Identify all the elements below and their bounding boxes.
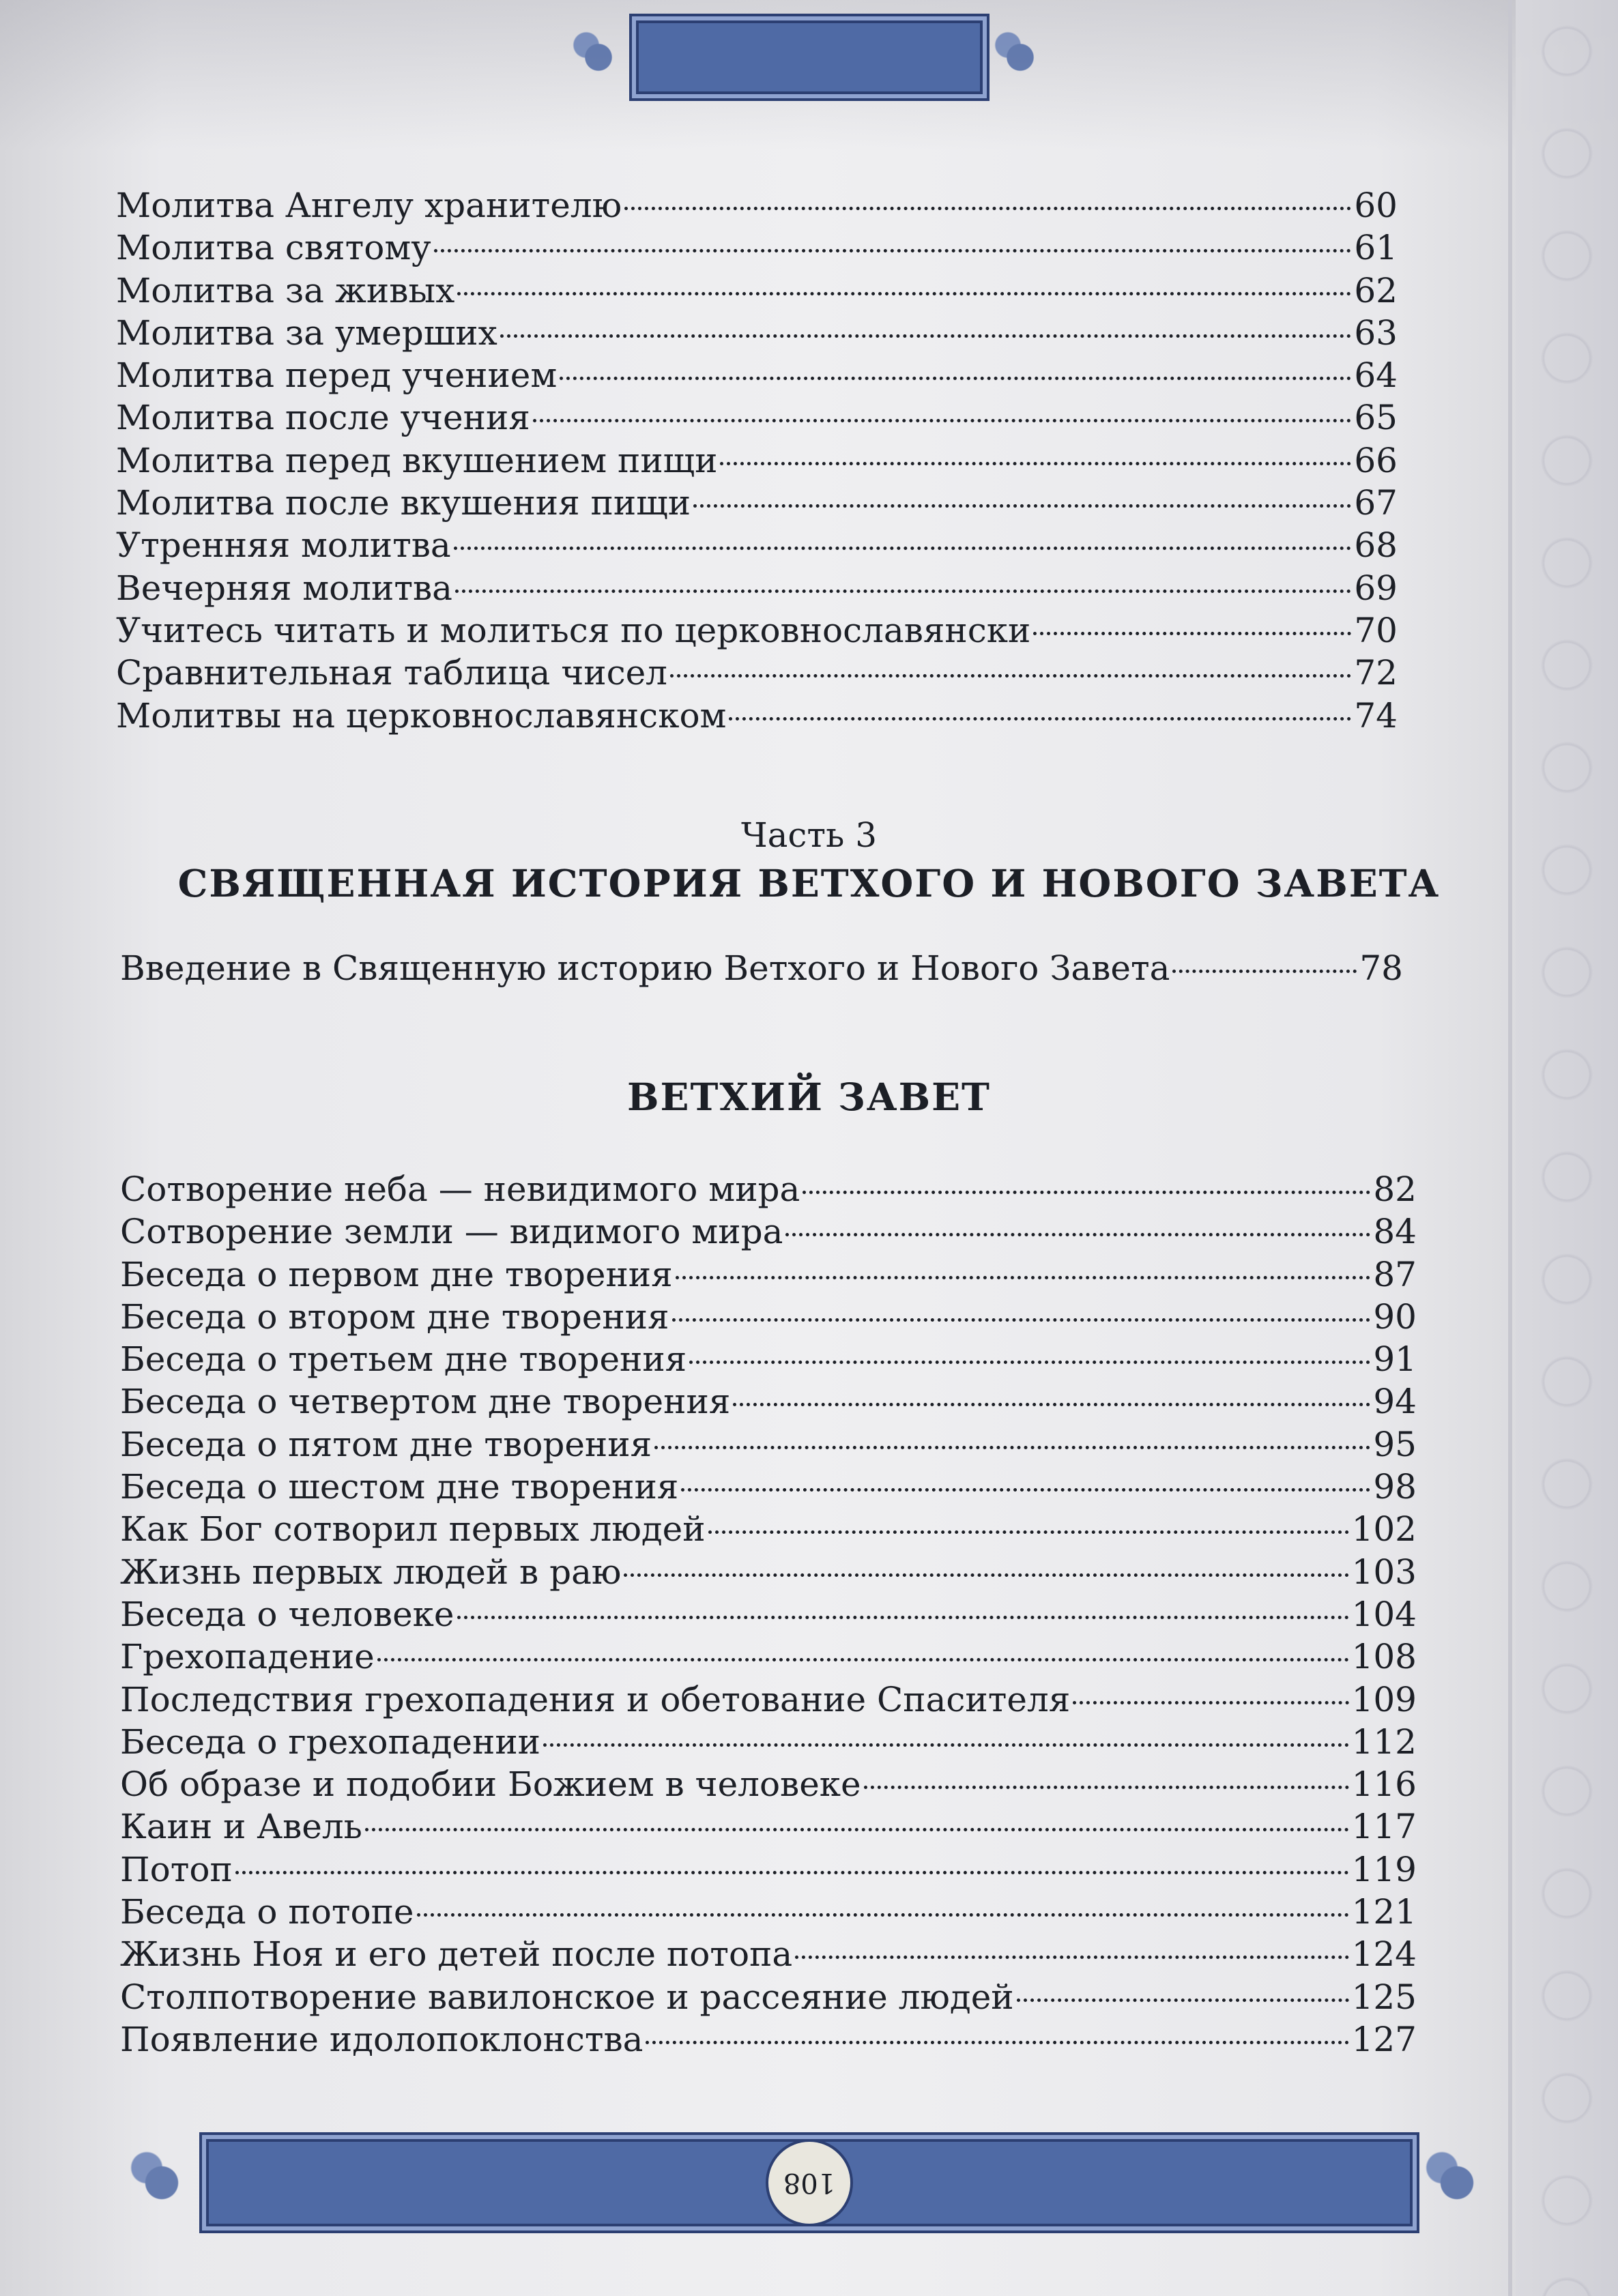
- entry-title: Сравнительная таблица чисел: [116, 653, 667, 693]
- bottom-ornament: [124, 2132, 1494, 2233]
- dot-leader: [500, 334, 1352, 338]
- ornament-plate: [629, 14, 989, 101]
- entry-title: Беседа о третьем дне творения: [120, 1339, 687, 1380]
- entry-page: 82: [1373, 1169, 1417, 1209]
- toc-entry: [120, 1721, 1417, 1763]
- toc-entry: [120, 1168, 1417, 1210]
- dot-leader: [720, 462, 1351, 465]
- entry-page: 119: [1351, 1849, 1417, 1889]
- dot-leader: [365, 1828, 1349, 1831]
- entry-page: 61: [1354, 228, 1398, 268]
- entry-title: Утренняя молитва: [116, 525, 451, 566]
- entry-title: Появление идолопоклонства: [120, 2019, 644, 2059]
- toc-entry: [116, 652, 1398, 694]
- ornament-flourish-left: [124, 2145, 199, 2220]
- toc-old-testament-list: [120, 1168, 1417, 2061]
- dot-leader: [533, 419, 1352, 422]
- entry-page: 67: [1354, 483, 1398, 523]
- toc-entry: [120, 1933, 1417, 1975]
- entry-title: Вечерняя молитва: [116, 568, 452, 608]
- dot-leader: [235, 1871, 1349, 1874]
- entry-title: Беседа о человеке: [120, 1594, 454, 1634]
- toc-entry: [120, 1551, 1417, 1593]
- entry-page: 74: [1354, 695, 1398, 736]
- dot-leader: [693, 504, 1351, 508]
- entry-title: Сотворение земли — видимого мира: [120, 1212, 783, 1252]
- dot-leader: [646, 2041, 1348, 2044]
- dot-leader: [681, 1488, 1370, 1492]
- part-title: СВЯЩЕННАЯ ИСТОРИЯ ВЕТХОГО И НОВОГО ЗАВЕТА: [177, 861, 1441, 905]
- entry-title: Столпотворение вавилонское и рассеяние людей: [120, 1977, 1014, 2017]
- entry-page: 90: [1373, 1296, 1417, 1337]
- dot-leader: [729, 717, 1351, 721]
- entry-title: Беседа о пятом дне творения: [120, 1424, 652, 1464]
- toc-entry: [116, 567, 1398, 609]
- entry-page: 62: [1354, 270, 1398, 310]
- page-number: 108: [766, 2139, 853, 2226]
- toc-entry: [116, 184, 1398, 227]
- toc-entry: [120, 1593, 1417, 1636]
- dot-leader: [654, 1446, 1370, 1449]
- dot-leader: [624, 207, 1351, 210]
- entry-page: 72: [1354, 653, 1398, 693]
- ornament-flourish-right: [1419, 2145, 1494, 2220]
- toc-entry: [120, 1423, 1417, 1466]
- dot-leader: [795, 1956, 1348, 1959]
- entry-title: Молитвы на церковнославянском: [116, 695, 727, 736]
- toc-entry: [120, 1679, 1417, 1721]
- toc-prayers-list: [116, 184, 1398, 737]
- entry-title: Учитесь читать и молиться по церковнославянски: [116, 610, 1031, 650]
- dot-leader: [434, 249, 1352, 252]
- dot-leader: [543, 1743, 1349, 1747]
- entry-title: Грехопадение: [120, 1637, 375, 1677]
- entry-title: Молитва святому: [116, 228, 431, 268]
- dot-leader: [560, 377, 1351, 380]
- entry-page: 127: [1351, 2019, 1417, 2059]
- entry-title: Молитва перед учением: [116, 355, 558, 396]
- dot-leader: [1172, 970, 1357, 973]
- entry-page: 60: [1354, 186, 1398, 225]
- ornament-flourish-right: [989, 27, 1051, 88]
- toc-entry: [120, 1466, 1417, 1508]
- toc-entry: [116, 227, 1398, 269]
- entry-title: Как Бог сотворил первых людей: [120, 1509, 706, 1550]
- toc-entry: [120, 1210, 1417, 1253]
- toc-entry: [120, 1763, 1417, 1805]
- ornament-flourish-left: [568, 27, 629, 88]
- section-heading: ВЕТХИЙ ЗАВЕТ: [627, 1075, 991, 1119]
- entry-title: Последствия грехопадения и обетование Спасителя: [120, 1679, 1071, 1719]
- dot-leader: [733, 1403, 1370, 1406]
- entry-title: Молитва после вкушения пищи: [116, 483, 691, 523]
- dot-leader: [689, 1361, 1370, 1364]
- top-ornament: [568, 14, 1051, 101]
- toc-entry: [116, 396, 1398, 439]
- entry-page: 84: [1373, 1212, 1417, 1252]
- entry-title: Беседа о втором дне творения: [120, 1296, 669, 1337]
- entry-title: Беседа о шестом дне творения: [120, 1467, 679, 1507]
- entry-page: 124: [1351, 1934, 1417, 1975]
- entry-page: 91: [1373, 1339, 1417, 1380]
- entry-page: 64: [1354, 355, 1398, 396]
- toc-entry: [120, 1891, 1417, 1933]
- entry-page: 65: [1354, 398, 1398, 438]
- entry-title: Молитва Ангелу хранителю: [116, 186, 622, 225]
- dot-leader: [1017, 1999, 1349, 2002]
- entry-title: Сотворение неба — невидимого мира: [120, 1169, 800, 1209]
- entry-page: 69: [1354, 568, 1398, 608]
- entry-title: Каин и Авель: [120, 1807, 362, 1847]
- dot-leader: [417, 1913, 1349, 1917]
- entry-title: Жизнь первых людей в раю: [120, 1552, 622, 1592]
- dot-leader: [670, 674, 1351, 678]
- border-rule: [1508, 0, 1512, 2296]
- dot-leader: [1073, 1701, 1348, 1704]
- entry-page: 102: [1351, 1509, 1417, 1550]
- dot-leader: [672, 1318, 1371, 1322]
- entry-title: Введение в Священную историю Ветхого и Нового Завета: [120, 948, 1170, 988]
- entry-page: 116: [1351, 1764, 1417, 1805]
- toc-entry: [116, 524, 1398, 566]
- toc-entry: [116, 439, 1398, 482]
- entry-title: Молитва за умерших: [116, 313, 497, 353]
- entry-page: 66: [1354, 440, 1398, 480]
- toc-entry: [120, 1508, 1417, 1550]
- toc-entry: [116, 354, 1398, 396]
- toc-entry: [120, 1296, 1417, 1338]
- dot-leader: [864, 1786, 1349, 1789]
- dot-leader: [1033, 632, 1351, 635]
- part-label: Часть 3: [740, 815, 878, 855]
- entry-page: 63: [1354, 313, 1398, 353]
- entry-page: 68: [1354, 525, 1398, 566]
- entry-page: 112: [1351, 1721, 1417, 1762]
- entry-page: 103: [1351, 1552, 1417, 1592]
- entry-title: Беседа о четвертом дне творения: [120, 1382, 731, 1422]
- dot-leader: [676, 1276, 1371, 1279]
- entry-page: 125: [1351, 1977, 1417, 2017]
- toc-entry: [116, 270, 1398, 312]
- toc-entry: [116, 482, 1398, 524]
- dot-leader: [457, 292, 1351, 295]
- entry-page: 95: [1373, 1424, 1417, 1464]
- entry-page: 70: [1354, 610, 1398, 650]
- entry-page: 87: [1373, 1254, 1417, 1294]
- entry-page: 121: [1351, 1892, 1417, 1932]
- entry-title: Беседа о потопе: [120, 1892, 414, 1932]
- dot-leader: [454, 547, 1352, 550]
- toc-entry: [120, 1636, 1417, 1678]
- entry-title: Потоп: [120, 1849, 233, 1889]
- dot-leader: [624, 1573, 1348, 1577]
- entry-page: 117: [1351, 1807, 1417, 1847]
- entry-page: 108: [1351, 1637, 1417, 1677]
- entry-page: 78: [1359, 948, 1403, 988]
- ornament-plate: [199, 2132, 1419, 2233]
- dot-leader: [785, 1233, 1370, 1236]
- toc-entry: [120, 1805, 1417, 1848]
- dot-leader: [803, 1191, 1370, 1194]
- entry-title: Молитва после учения: [116, 398, 530, 438]
- dot-leader: [455, 590, 1351, 593]
- dot-leader: [457, 1616, 1349, 1619]
- entry-page: 109: [1351, 1679, 1417, 1719]
- toc-entry: [116, 695, 1398, 737]
- toc-entry: [116, 312, 1398, 354]
- toc-entry-intro: [120, 948, 1403, 991]
- entry-title: Беседа о первом дне творения: [120, 1254, 673, 1294]
- dot-leader: [708, 1530, 1349, 1534]
- entry-title: Молитва перед вкушением пищи: [116, 440, 718, 480]
- entry-title: Жизнь Ноя и его детей после потопа: [120, 1934, 793, 1975]
- entry-page: 98: [1373, 1467, 1417, 1507]
- entry-title: Об образе и подобии Божием в человеке: [120, 1764, 861, 1805]
- toc-entry: [120, 1848, 1417, 1891]
- toc-entry: [120, 1380, 1417, 1423]
- toc-entry: [116, 609, 1398, 652]
- entry-page: 104: [1351, 1594, 1417, 1634]
- toc-entry: [120, 1976, 1417, 2018]
- entry-title: Беседа о грехопадении: [120, 1721, 540, 1762]
- toc-entry: [120, 1253, 1417, 1296]
- toc-entry: [120, 1338, 1417, 1380]
- entry-page: 94: [1373, 1382, 1417, 1422]
- dot-leader: [377, 1658, 1349, 1661]
- entry-title: Молитва за живых: [116, 270, 455, 310]
- toc-entry: [120, 2018, 1417, 2061]
- ornamental-side-border: [1516, 0, 1618, 2296]
